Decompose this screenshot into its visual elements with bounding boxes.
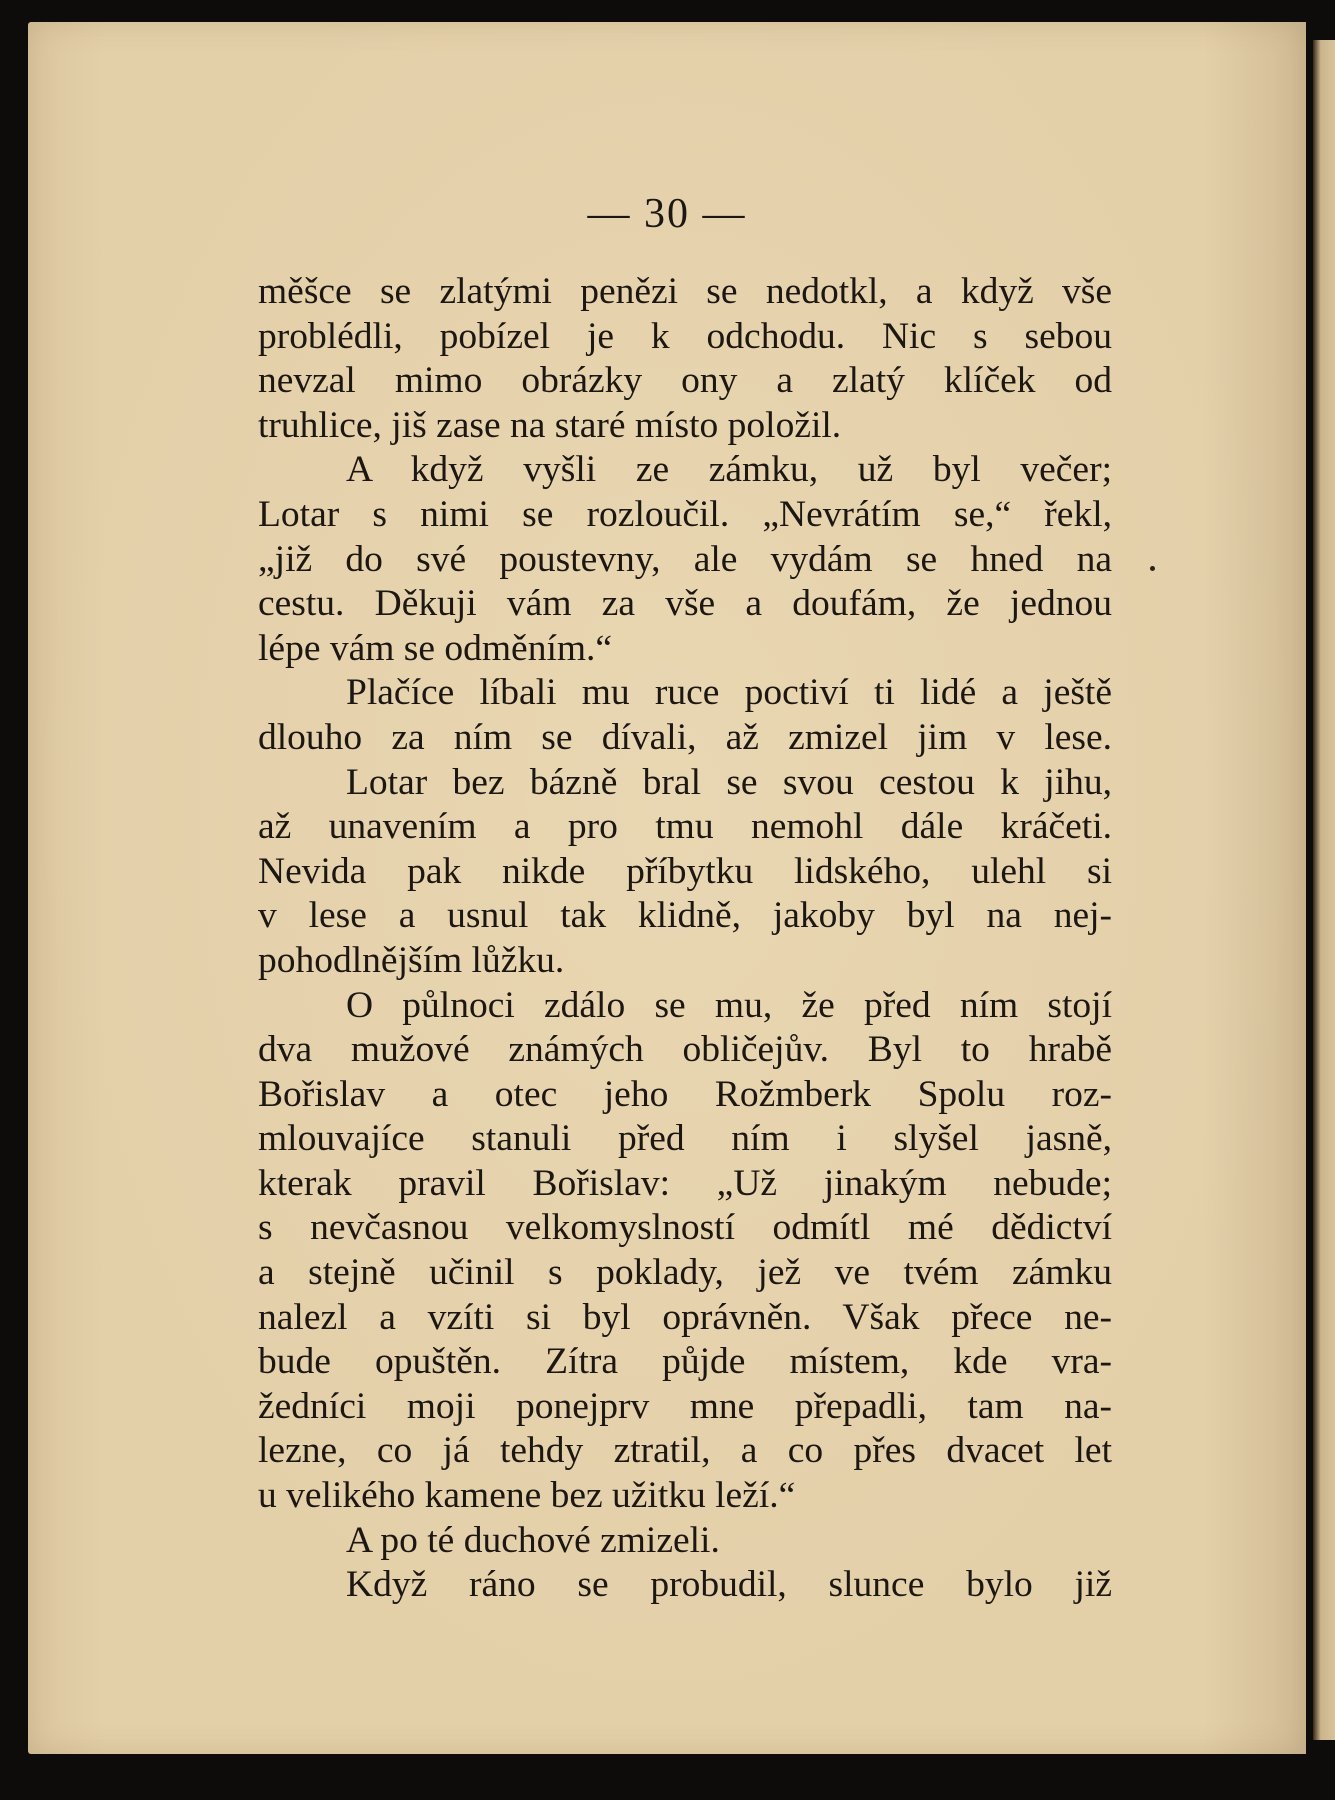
text-line: u velikého kamene bez užitku leží.“ (258, 1475, 796, 1517)
text-line: lezne, co já tehdy ztratil, a co přes dvacet let (258, 1430, 1112, 1472)
text-line: cestu. Děkuji vám za vše a doufám, že jednou (258, 583, 1112, 625)
text-line: Když ráno se probudil, slunce bylo již (346, 1564, 1112, 1606)
text-line: truhlice, jiš zase na staré místo položil. (258, 404, 842, 446)
text-line: kterak pravil Bořislav: „Už jinakým nebude; (258, 1162, 1112, 1204)
text-line: „již do své poustevny, ale vydám se hned na (258, 538, 1112, 580)
text-line: dlouho za ním se dívali, až zmizel jim v lese. (258, 716, 1112, 758)
text-line: nevzal mimo obrázky ony a zlatý klíček od (258, 360, 1112, 402)
text-line: dva mužové známých obličejův. Byl to hrabě (258, 1029, 1112, 1071)
text-line: lépe vám se odměním.“ (258, 627, 613, 669)
text-line: žedníci moji ponejprv mne přepadli, tam na- (258, 1385, 1112, 1427)
text-line: Nevida pak nikde příbytku lidského, ulehl si (258, 850, 1112, 892)
text-line: měšce se zlatými penězi se nedotkl, a když vše (258, 271, 1112, 312)
text-line: O půlnoci zdálo se mu, že před ním stojí (346, 984, 1112, 1026)
text-line: bude opuštěn. Zítra půjde místem, kde vra- (258, 1341, 1112, 1383)
text-line: A když vyšli ze zámku, už byl večer; (346, 449, 1112, 491)
next-page-edge (1313, 40, 1335, 1740)
text-line: a stejně učinil s poklady, jež ve tvém zámku (258, 1252, 1112, 1294)
ink-speck (1150, 566, 1155, 571)
text-line: až unavením a pro tmu nemohl dále kráčeti. (258, 806, 1112, 848)
text-line: problédli, pobízel je k odchodu. Nic s sebou (258, 315, 1112, 357)
body-text (258, 270, 1112, 1608)
text-line: Lotar bez bázně bral se svou cestou k jihu, (346, 761, 1112, 803)
text-line: Plačíce líbali mu ruce poctiví ti lidé a ještě (346, 672, 1112, 714)
text-line: Lotar s nimi se rozloučil. „Nevrátím se,“ řekl, (258, 493, 1112, 535)
text-line: nalezl a vzíti si byl oprávněn. Však přece ne- (258, 1296, 1112, 1338)
text-line: pohodlnějším lůžku. (258, 939, 565, 981)
text-line: Bořislav a otec jeho Rožmberk Spolu roz- (258, 1073, 1112, 1115)
text-line: A po té duchové zmizeli. (346, 1519, 720, 1561)
text-line: mlouvajíce stanuli před ním i slyšel jasně, (258, 1118, 1112, 1160)
text-line: s nevčasnou velkomyslností odmítl mé dědictví (258, 1207, 1112, 1249)
text-line: v lese a usnul tak klidně, jakoby byl na nej- (258, 895, 1112, 937)
page-number: — 30 — (587, 191, 747, 237)
